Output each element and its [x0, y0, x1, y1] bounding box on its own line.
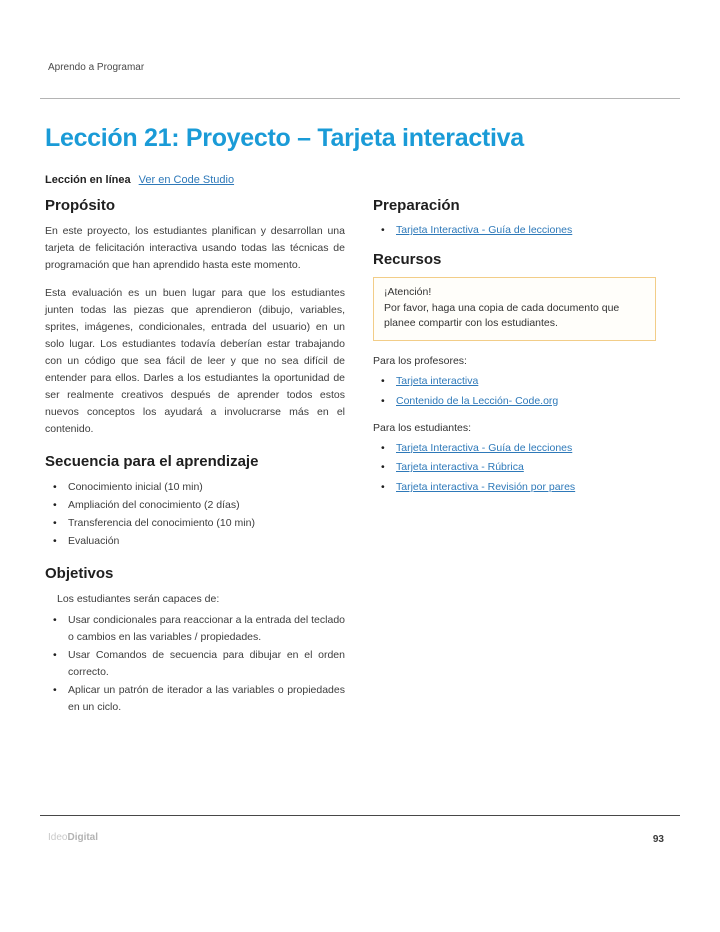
- list-item: [373, 480, 680, 496]
- teachers-list: [373, 374, 680, 410]
- objetivos-intro: Los estudiantes serán capaces de:: [57, 593, 220, 605]
- proposito-paragraph: En este proyecto, los estudiantes planifican y desarrollan una tarjeta de felicitación interactiva usando todas las técnicas de programación que han aprendido hasta este momento.: [45, 225, 345, 271]
- footer-brand-bold: Digital: [67, 832, 99, 843]
- list-item: [373, 441, 680, 457]
- page-title: Lección 21: Proyecto – Tarjeta interactiva: [45, 124, 524, 152]
- list-item: [373, 394, 680, 410]
- objetivos-heading: Objetivos: [45, 565, 114, 582]
- footer-brand-light: Ideo: [48, 832, 68, 843]
- list-item: • Conocimiento inicial (10 min): [45, 479, 345, 496]
- list-item: • Usar condicionales para reaccionar a la entrada del teclado o cambios en las variables / propiedades.: [45, 612, 345, 646]
- attention-title: ¡Atención!: [384, 285, 432, 298]
- list-item: • Ampliación del conocimiento (2 días): [45, 497, 345, 514]
- doc-header: [48, 62, 144, 73]
- footer-brand: [48, 832, 98, 843]
- recursos-heading: Recursos: [373, 250, 442, 268]
- list-item: [373, 223, 680, 239]
- list-item: [373, 374, 680, 390]
- list-item: [373, 460, 680, 476]
- footer-divider: [40, 815, 680, 816]
- students-label: Para los estudiantes:: [373, 421, 472, 434]
- preparacion-heading: Preparación: [373, 197, 460, 214]
- header-divider: [40, 98, 680, 99]
- student-resource-link[interactable]: Tarjeta interactiva - Revisión por pares: [396, 481, 576, 493]
- students-list: [373, 441, 680, 496]
- lesson-online-label: Lección en línea: [45, 174, 131, 186]
- list-item: • Evaluación: [45, 533, 345, 550]
- proposito-heading: Propósito: [45, 197, 115, 214]
- left-column: [45, 197, 345, 726]
- code-studio-link[interactable]: Ver en Code Studio: [138, 174, 235, 186]
- attention-callout: [373, 277, 656, 341]
- two-column-layout: [45, 197, 680, 726]
- list-item: • Transferencia del conocimiento (10 min): [45, 515, 345, 532]
- preparacion-guia-link[interactable]: Tarjeta Interactiva - Guía de lecciones: [396, 224, 573, 236]
- teacher-resource-link[interactable]: Tarjeta interactiva: [396, 375, 479, 387]
- proposito-paragraph: Esta evaluación es un buen lugar para que los estudiantes junten todas las piezas que aprendieron (dibujo, variables, sprites, imágenes, condicionales, entrada del usuario) en un solo lugar. Los estudiantes todavía deberían estar trabajando con un código que sea fácil de leer y que no sea difícil de entender para ellos. Darles a los estudiantes la oportunidad de ser realmente creativos después de aprender todos estos nuevos conceptos los ayudará a involucrarse más en el contenido.: [45, 287, 345, 435]
- lesson-online-line: [45, 174, 234, 186]
- brand-text: Aprendo a Programar: [48, 62, 145, 73]
- preparacion-list: [373, 223, 680, 239]
- list-item: • Aplicar un patrón de iterador a las variables o propiedades en un ciclo.: [45, 682, 345, 716]
- student-resource-link[interactable]: Tarjeta interactiva - Rúbrica: [396, 461, 524, 474]
- student-resource-link[interactable]: Tarjeta Interactiva - Guía de lecciones: [396, 441, 573, 454]
- list-item: • Usar Comandos de secuencia para dibujar en el orden correcto.: [45, 647, 345, 681]
- secuencia-list: [45, 479, 345, 550]
- teacher-resource-link[interactable]: Contenido de la Lección- Code.org: [396, 394, 559, 407]
- right-column: [373, 197, 680, 726]
- attention-body: Por favor, haga una copia de cada documento que planee compartir con los estudiantes.: [384, 301, 620, 330]
- secuencia-heading: Secuencia para el aprendizaje: [45, 453, 259, 470]
- page-number: 93: [652, 834, 664, 845]
- teachers-label: Para los profesores:: [373, 355, 467, 367]
- objetivos-list: [45, 612, 345, 716]
